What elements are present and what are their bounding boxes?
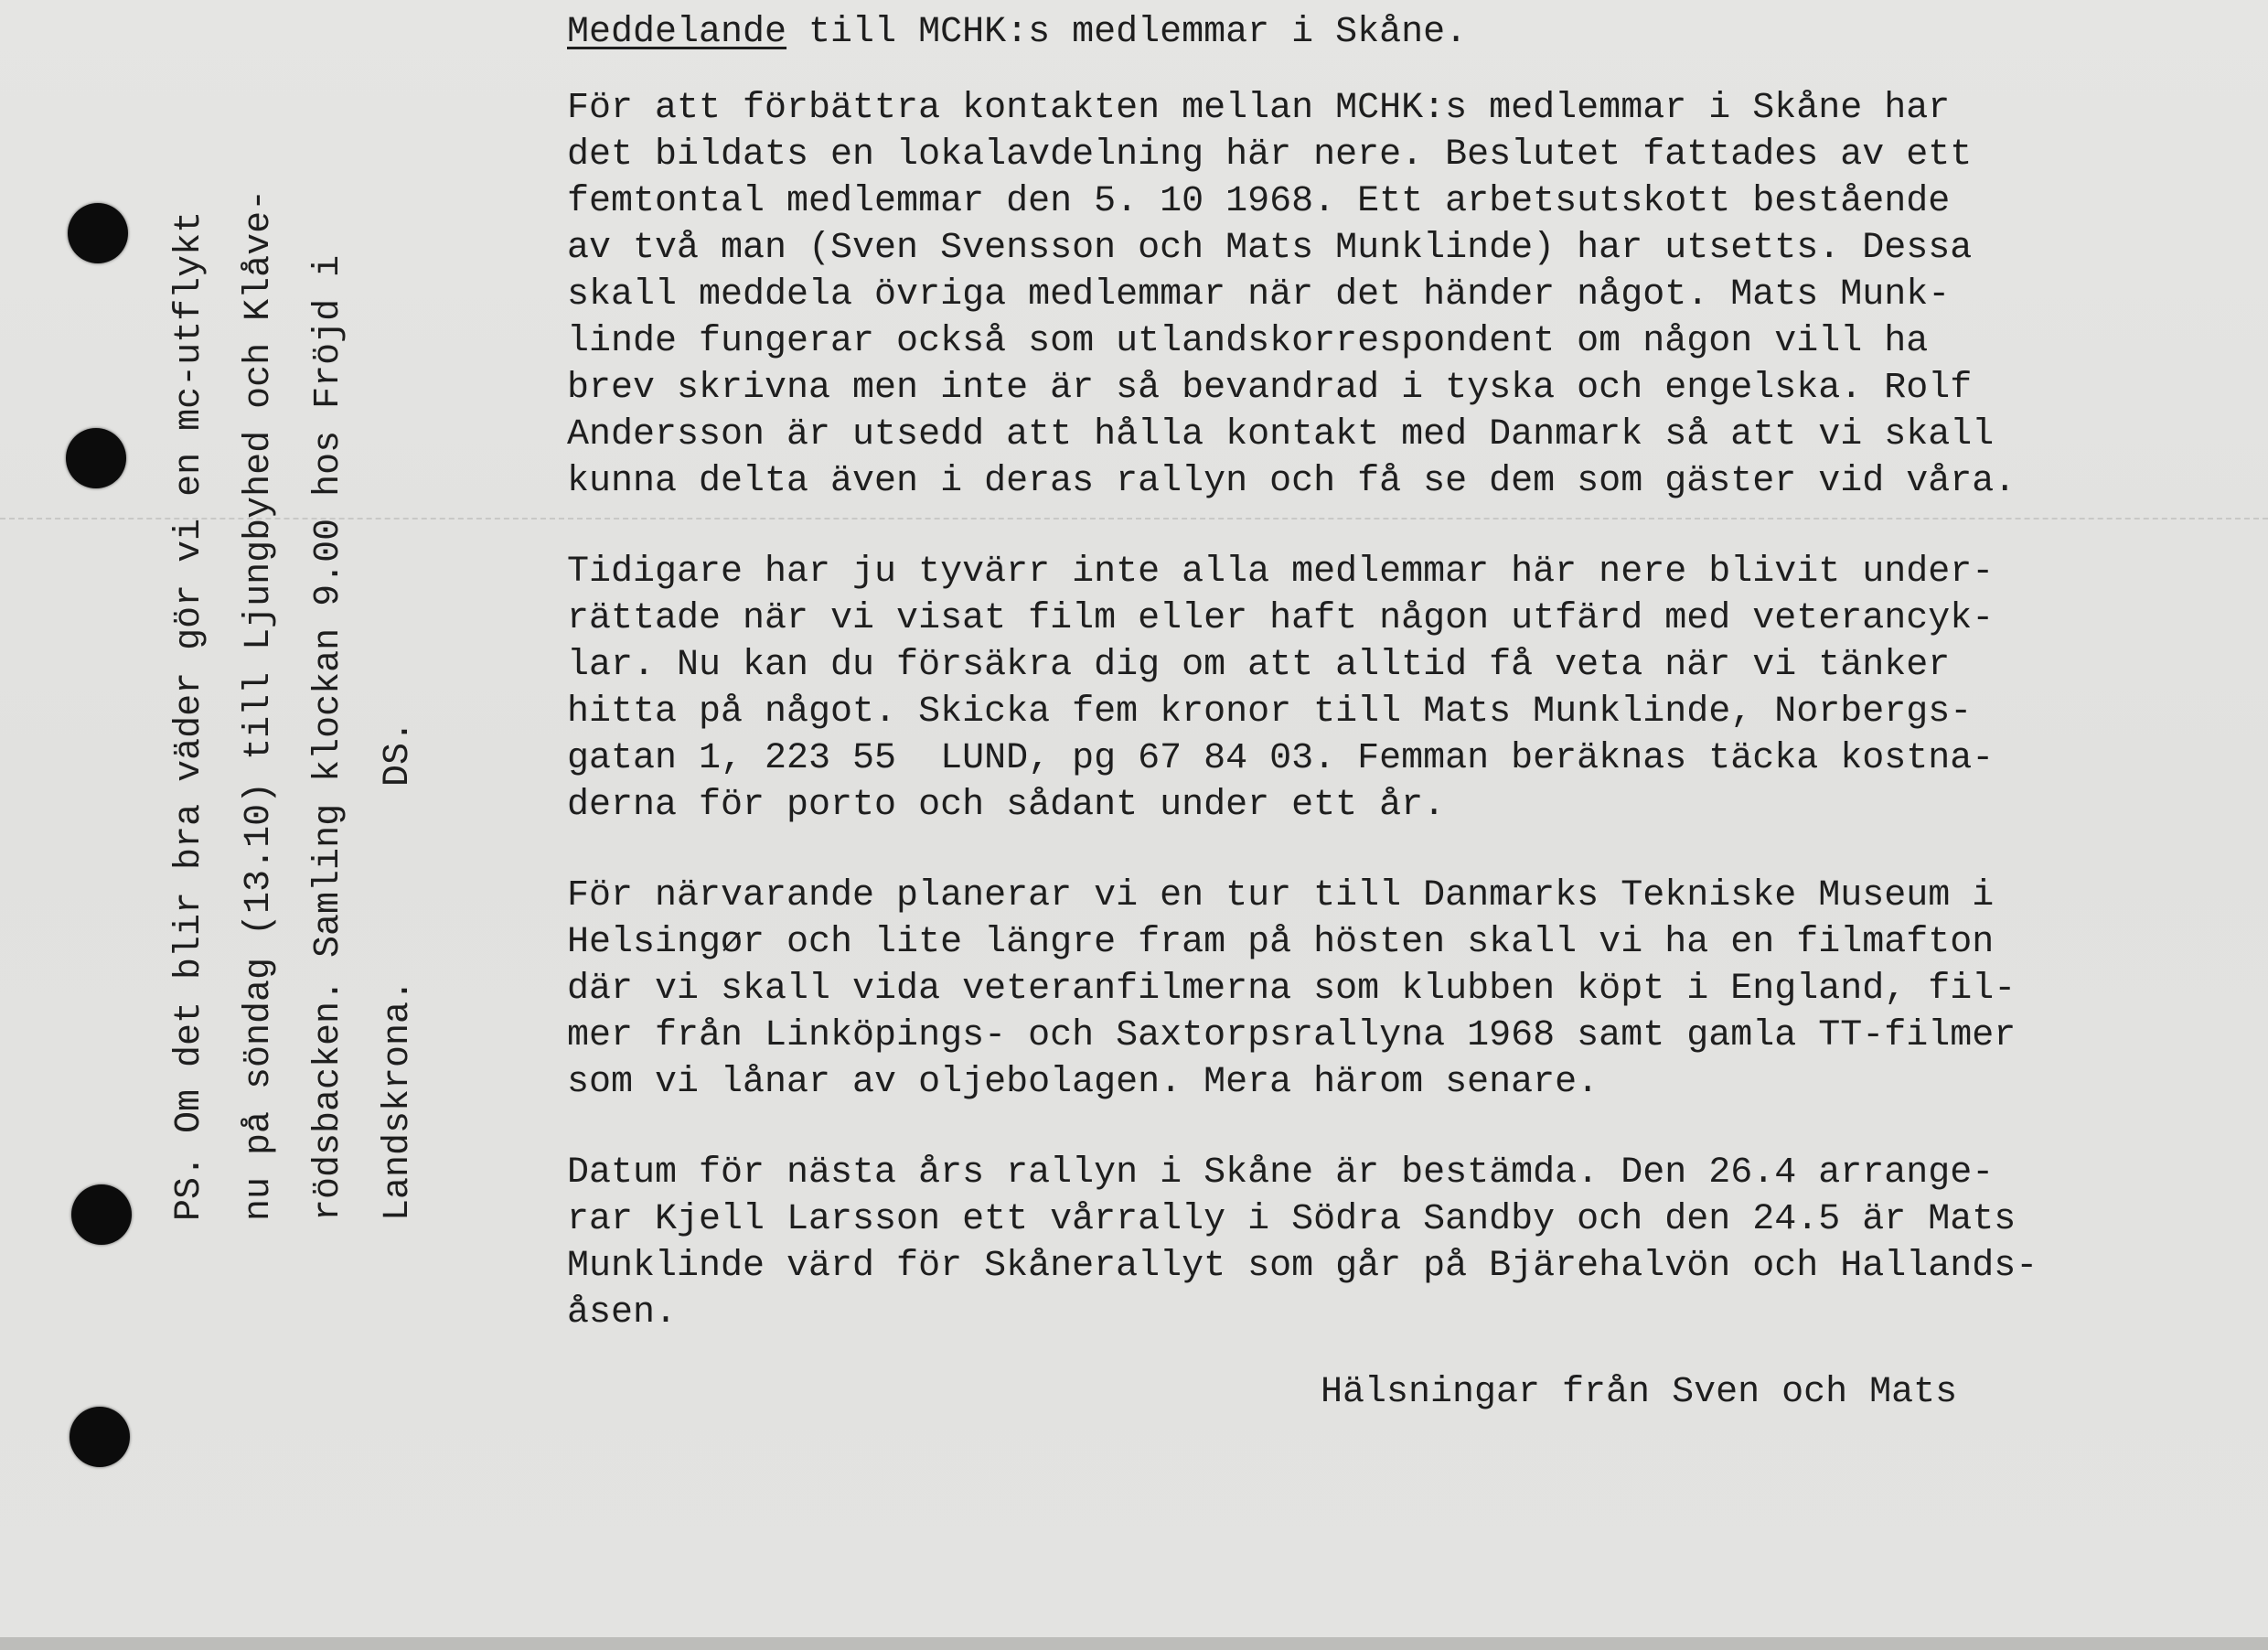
- signature: Hälsningar från Sven och Mats: [1321, 1372, 1958, 1413]
- heading-text: till MCHK:s medlemmar i Skåne.: [786, 12, 1468, 53]
- text-line: gatan 1, 223 55 LUND, pg 67 84 03. Femman beräknas täcka kostna-: [567, 738, 1995, 779]
- text-line: rättade när vi visat film eller haft någon utfärd med veterancyk-: [567, 598, 1995, 639]
- text-line: åsen.: [567, 1292, 678, 1334]
- text-line: det bildats en lokalavdelning här nere. Beslutet fattades av ett: [567, 134, 1973, 176]
- punch-hole: [70, 1407, 130, 1467]
- text-line: Tidigare har ju tyvärr inte alla medlemmar här nere blivit under-: [567, 552, 1995, 593]
- letter-heading: [567, 9, 2250, 56]
- text-line: av två man (Sven Svensson och Mats Munklinde) har utsetts. Dessa: [567, 228, 1973, 269]
- text-line: Andersson är utsedd att hålla kontakt med Danmark så att vi skall: [567, 414, 1995, 455]
- text-line: brev skrivna men inte är så bevandrad i tyska och engelska. Rolf: [567, 368, 1973, 409]
- text-line: femtontal medlemmar den 5. 10 1968. Ett arbetsutskott bestående: [567, 181, 1951, 222]
- text-line: kunna delta även i deras rallyn och få se dem som gäster vid våra.: [567, 461, 2017, 502]
- letter-body: [567, 9, 2250, 1416]
- text-line: För närvarande planerar vi en tur till Danmarks Tekniske Museum i: [567, 875, 1995, 916]
- text-line: mer från Linköpings- och Saxtorpsrallyna 1968 samt gamla TT-filmer: [567, 1015, 2017, 1056]
- text-line: linde fungerar också som utlandskorrespondent om någon vill ha: [567, 321, 1929, 362]
- paragraph-3: [567, 873, 2250, 1106]
- text-line: som vi lånar av oljebolagen. Mera härom senare.: [567, 1062, 1599, 1103]
- text-line: Munklinde värd för Skånerallyt som går på Bjärehalvön och Hallands-: [567, 1246, 2038, 1287]
- postscript-line: Landskrona.: [378, 979, 419, 1221]
- punch-hole: [71, 1184, 132, 1245]
- page-bottom-edge: [0, 1637, 2268, 1650]
- text-line: skall meddela övriga medlemmar när det händer något. Mats Munk-: [567, 274, 1951, 316]
- punch-hole: [66, 428, 126, 488]
- text-line: derna för porto och sådant under ett år.: [567, 785, 1446, 826]
- punch-hole: [68, 203, 128, 263]
- paragraph-4: [567, 1150, 2250, 1336]
- text-line: lar. Nu kan du försäkra dig om att alltid få veta när vi tänker: [567, 645, 1951, 686]
- postscript-line: rödsbacken. Samling klockan 9.00 hos Fröjd i: [308, 254, 349, 1221]
- paragraph-1: [567, 85, 2250, 505]
- text-line: Datum för nästa års rallyn i Skåne är bestämda. Den 26.4 arrange-: [567, 1152, 1995, 1194]
- postscript-closing: DS.: [378, 720, 419, 787]
- paragraph-2: [567, 549, 2250, 829]
- heading-underlined-word: Meddelande: [567, 12, 787, 53]
- text-line: rar Kjell Larsson ett vårrally i Södra Sandby och den 24.5 är Mats: [567, 1199, 2017, 1240]
- postscript-line: nu på söndag (13.10) till Ljungbyhed och Klåve-: [239, 188, 280, 1221]
- postscript: [155, 87, 433, 1221]
- text-line: För att förbättra kontakten mellan MCHK:s medlemmar i Skåne har: [567, 88, 1951, 129]
- postscript-line: PS. Om det blir bra väder gör vi en mc-utflykt: [169, 210, 210, 1221]
- text-line: Helsingør och lite längre fram på hösten skall vi ha en filmafton: [567, 922, 1995, 963]
- text-line: hitta på något. Skicka fem kronor till Mats Munklinde, Norbergs-: [567, 691, 1973, 733]
- text-line: där vi skall vida veteranfilmerna som klubben köpt i England, fil-: [567, 969, 2017, 1010]
